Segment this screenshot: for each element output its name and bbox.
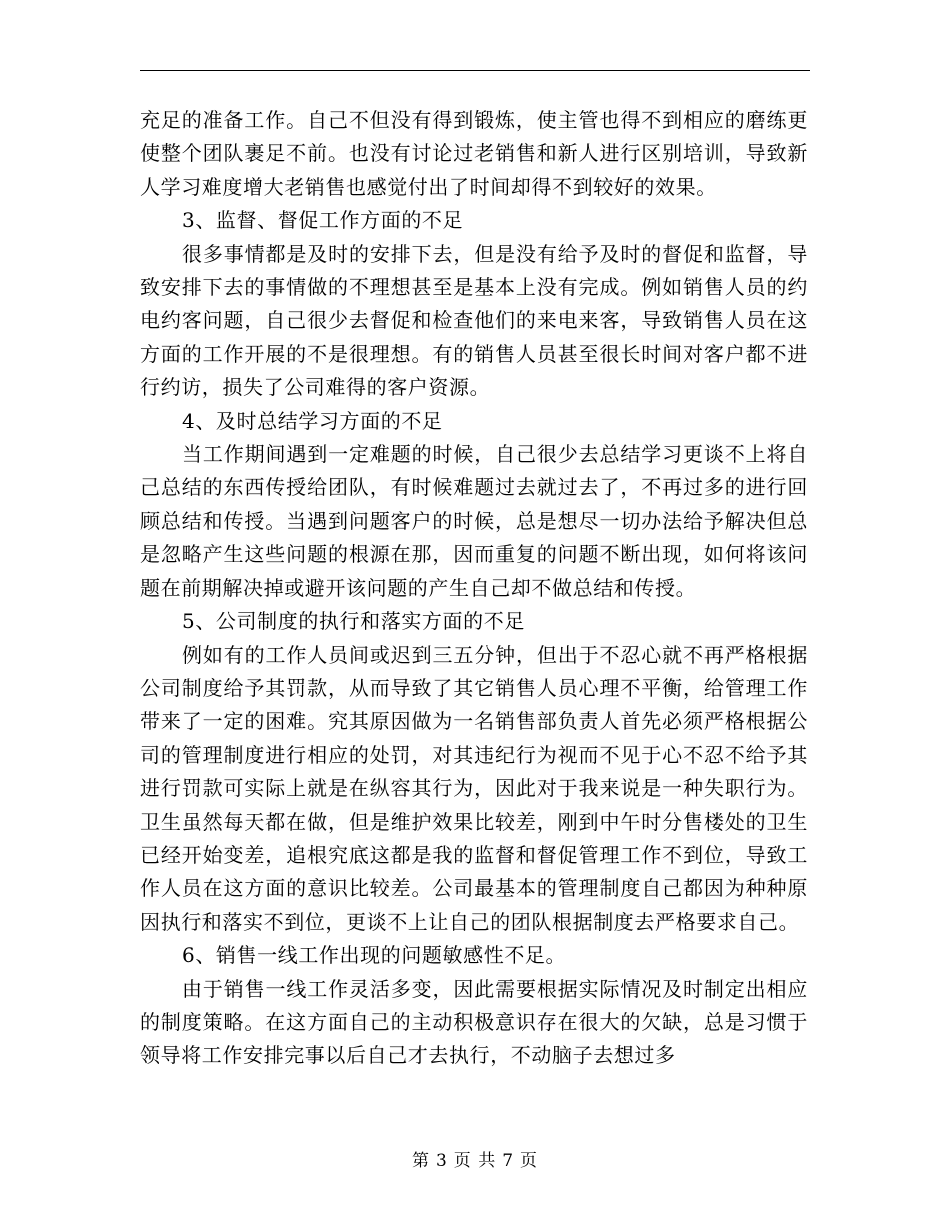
section-heading-6: 6、销售一线工作出现的问题敏感性不足。 (182, 943, 567, 968)
footer-suffix: 页 (520, 1151, 539, 1171)
footer-prefix: 第 (411, 1151, 430, 1171)
paragraph-5: 由于销售一线工作灵活多变，因此需要根据实际情况及时制定出相应的制度策略。在这方面自己的主动积极意识存在很大的欠缺，总是习惯于领导将工作安排完事以后自己才去执行，不动脑子去想过多 (140, 976, 808, 1068)
page-footer (0, 1146, 950, 1171)
paragraph-3: 当工作期间遇到一定难题的时候，自己很少去总结学习更谈不上将自己总结的东西传授给团队，有时候难题过去就过去了，不再过多的进行回顾总结和传授。当遇到问题客户的时候，总是想尽一切办法给予解决但总是忽略产生这些问题的根源在那，因而重复的问题不断出现，如何将该问题在前期解决掉或避开该问题的产生自己却不做总结和传授。 (140, 442, 808, 600)
footer-current-page: 3 (435, 1151, 448, 1171)
paragraph-2: 很多事情都是及时的安排下去，但是没有给予及时的督促和监督，导致安排下去的事情做的不理想甚至是基本上没有完成。例如销售人员的约电约客问题，自己很少去督促和检查他们的来电来客，导致销售人员在这方面的工作开展的不是很理想。有的销售人员甚至很长时间对客户都不进行约访，损失了公司难得的客户资源。 (140, 241, 808, 400)
header-rule (140, 70, 810, 71)
section-heading-3: 3、监督、督促工作方面的不足 (182, 208, 464, 233)
document-body (140, 104, 808, 1073)
section-heading-4: 4、及时总结学习方面的不足 (182, 408, 443, 433)
footer-total-pages: 7 (502, 1151, 515, 1171)
paragraph-1: 充足的准备工作。自己不但没有得到锻炼，使主管也得不到相应的磨练更使整个团队裹足不前。也没有讨论过老销售和新人进行区别培训，导致新人学习难度增大老销售也感觉付出了时间却得不到较好的效果。 (140, 108, 808, 199)
section-heading-5: 5、公司制度的执行和落实方面的不足 (182, 609, 525, 634)
footer-middle: 页 共 (453, 1151, 497, 1171)
paragraph-4: 例如有的工作人员间或迟到三五分钟，但出于不忍心就不再严格根据公司制度给予其罚款，从而导致了其它销售人员心理不平衡，给管理工作带来了一定的困难。究其原因做为一名销售部负责人首先必须严格根据公司的管理制度进行相应的处罚，对其违纪行为视而不见于心不忍不给予其进行罚款可实际上就是在纵容其行为，因此对于我来说是一种失职行为。卫生虽然每天都在做，但是维护效果比较差，刚到中午时分售楼处的卫生已经开始变差，追根究底这都是我的监督和督促管理工作不到位，导致工作人员在这方面的意识比较差。公司最基本的管理制度自己都因为种种原因执行和落实不到位，更谈不上让自己的团队根据制度去严格要求自己。 (140, 642, 808, 934)
